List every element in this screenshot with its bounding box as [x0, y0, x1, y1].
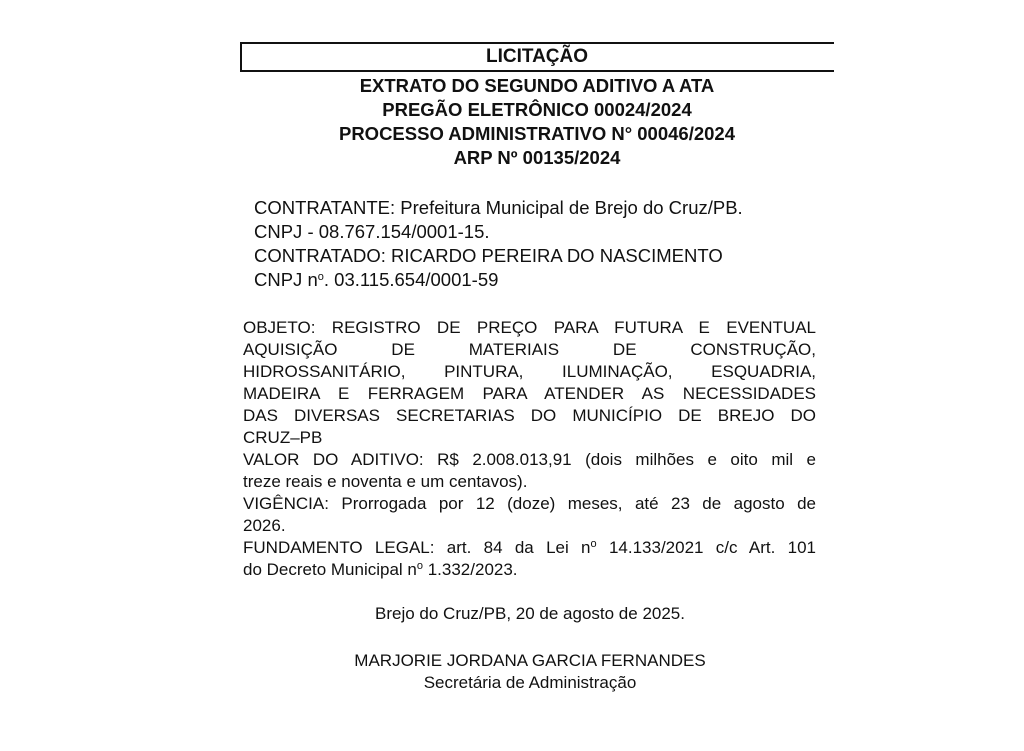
objeto-line: MADEIRA E FERRAGEM PARA ATENDER AS NECESSIDADES [243, 384, 816, 403]
objeto-line: DAS DIVERSAS SECRETARIAS DO MUNICÍPIO DE BREJO DO [243, 406, 816, 425]
contratado-line: CONTRATADO: RICARDO PEREIRA DO NASCIMENTO [254, 245, 723, 266]
objeto-line: CRUZ–PB [243, 428, 323, 447]
section-title: LICITAÇÃO [485, 46, 589, 67]
objeto-paragraph [243, 317, 816, 581]
fundamento-text: 14.133/2021 c/c Art. 101 [596, 538, 816, 557]
valor-line: VALOR DO ADITIVO: R$ 2.008.013,91 (dois milhões e oito mil e [243, 450, 816, 469]
ordinal-indicator: o [416, 560, 423, 572]
contratante-cnpj: CNPJ - 08.767.154/0001-15. [254, 221, 490, 242]
extract-heading: EXTRATO DO SEGUNDO ADITIVO A ATA [359, 75, 715, 96]
cnpj-value: . 03.115.654/0001-59 [323, 269, 499, 290]
fundamento-text: do Decreto Municipal n [243, 560, 417, 579]
ordinal-indicator: o [317, 271, 324, 283]
objeto-line: AQUISIÇÃO DE MATERIAIS DE CONSTRUÇÃO, [243, 340, 816, 359]
signer-name: MARJORIE JORDANA GARCIA FERNANDES [354, 651, 706, 670]
fundamento-text: 1.332/2023. [423, 560, 518, 579]
place-date: Brejo do Cruz/PB, 20 de agosto de 2025. [375, 604, 685, 623]
contratado-cnpj [254, 268, 498, 292]
objeto-line: OBJETO: REGISTRO DE PREÇO PARA FUTURA E EVENTUAL [243, 318, 816, 337]
arp-heading: ARP Nº 00135/2024 [453, 147, 621, 168]
fundamento-line [243, 559, 816, 581]
valor-line: treze reais e noventa e um centavos). [243, 472, 528, 491]
objeto-line: HIDROSSANITÁRIO, PINTURA, ILUMINAÇÃO, ESQUADRIA, [243, 362, 816, 381]
signer-role: Secretária de Administração [423, 673, 637, 692]
cnpj-prefix: CNPJ n [254, 269, 318, 290]
processo-heading: PROCESSO ADMINISTRATIVO N° 00046/2024 [338, 123, 735, 144]
fundamento-line [243, 537, 816, 559]
vigencia-line: 2026. [243, 516, 286, 535]
ordinal-indicator: o [590, 538, 597, 550]
contratante-line: CONTRATANTE: Prefeitura Municipal de Brejo do Cruz/PB. [254, 197, 743, 218]
fundamento-text: FUNDAMENTO LEGAL: art. 84 da Lei n [243, 538, 591, 557]
vigencia-line: VIGÊNCIA: Prorrogada por 12 (doze) meses, até 23 de agosto de [243, 494, 816, 513]
pregao-heading: PREGÃO ELETRÔNICO 00024/2024 [382, 99, 692, 120]
